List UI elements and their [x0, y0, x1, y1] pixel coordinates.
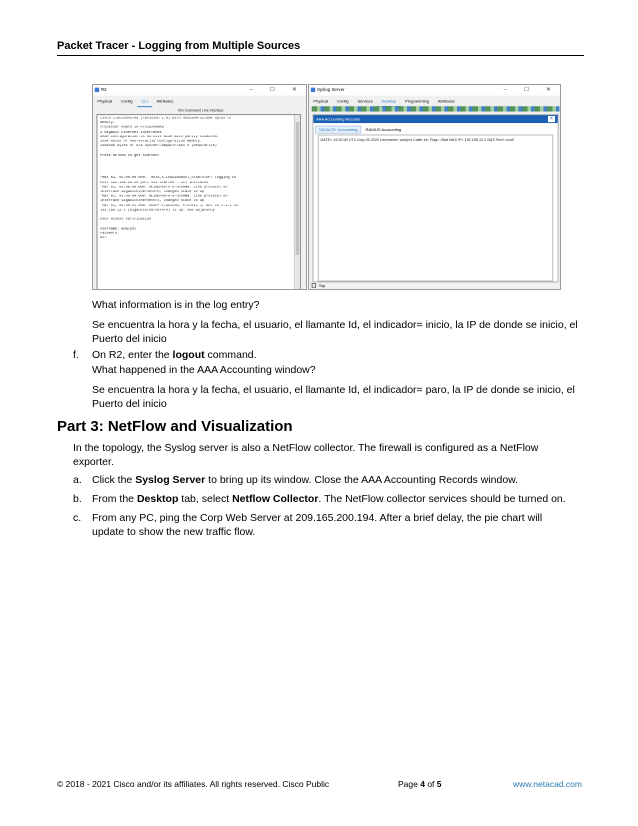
terminal-line: Username: analyst	[100, 227, 137, 231]
terminal-scrollbar[interactable]	[294, 115, 300, 290]
top-label: Top	[318, 283, 326, 288]
tab-config[interactable]: Config	[337, 99, 349, 104]
step-f-text	[92, 348, 592, 362]
terminal-line: *Mar 01, 02:00:00.000: %SYS-5-LOGGINGHOST_STARTSTOP: Logging to	[100, 176, 237, 181]
terminal-line: Password:	[100, 231, 120, 236]
desktop-term: Desktop	[136, 493, 179, 505]
part3-heading: Part 3: NetFlow and Visualization	[57, 418, 293, 435]
tab-config[interactable]: Config	[121, 99, 133, 104]
terminal-line: *Mar 01, 02:00:00.000: %LINEPROTO-5-UPDOWN: Line protocol on	[100, 194, 228, 199]
terminal-line: User Access Verification	[100, 217, 152, 222]
footer-netacad-link[interactable]: www.netacad.com	[513, 779, 582, 789]
footer-page-number	[398, 779, 442, 789]
step-a-post: to bring up its window. Close the AAA Accounting Records window.	[205, 474, 519, 486]
terminal-line: 249856K bytes of ATA System CompactFlash 0 (Read/Write)	[100, 144, 217, 148]
terminal-line: Interface GigabitEthernet0/0, changed state to up	[100, 190, 205, 194]
step-b-pre: From the	[92, 493, 137, 505]
header-divider	[57, 55, 584, 56]
terminal-line: DRAM configuration is 64 bits wide with parity disabled.	[100, 135, 220, 139]
terminal-line: Processor board ID FTX152400KS	[100, 126, 164, 130]
r2-window	[92, 84, 307, 290]
question-log-entry: What information is in the log entry?	[92, 299, 260, 311]
aaa-log-area[interactable]	[318, 135, 553, 282]
step-c-letter: c.	[73, 512, 82, 524]
tab-programming[interactable]: Programming	[405, 99, 429, 104]
tab-services[interactable]: Services	[357, 99, 373, 104]
question-aaa-window: What happened in the AAA Accounting window?	[92, 364, 316, 376]
page-total: 5	[436, 779, 442, 789]
tab-physical[interactable]: Physical	[313, 99, 329, 104]
r2-app-icon	[95, 88, 99, 92]
part3-intro: In the topology, the Syslog server is also a NetFlow collector. The firewall is configured as a NetFlow exporter.	[73, 442, 539, 468]
tab-physical[interactable]: Physical	[97, 99, 113, 104]
step-b-post: . The NetFlow collector services should be turned on.	[318, 493, 566, 505]
tab-tacacs-accounting[interactable]: TACACS+ Accounting	[315, 126, 361, 134]
tab-attributes[interactable]: Attributes	[156, 99, 174, 104]
syslog-app-icon	[311, 88, 315, 92]
logout-command: logout	[172, 349, 205, 361]
tab-radius-accounting[interactable]: RADIUS Accounting	[365, 127, 402, 132]
step-b-mid: tab, select	[178, 493, 233, 505]
r2-window-title: R2	[100, 87, 107, 93]
answer-log-entry: Se encuentra la hora y la fecha, el usuario, el llamante Id, el indicador= inicio, la IP de donde se inicio, el Puerto del inicio	[92, 319, 578, 345]
tab-cli[interactable]: CLI	[137, 97, 152, 107]
netflow-collector-term: Netflow Collector	[232, 493, 319, 505]
cli-terminal[interactable]	[97, 114, 301, 290]
document-header-title: Packet Tracer - Logging from Multiple Sources	[57, 40, 301, 52]
step-a-pre: Click the	[92, 474, 136, 486]
page-of: of	[424, 779, 437, 789]
terminal-line: host 192.168.20.20 port 514 started - CLI initiated	[100, 181, 209, 185]
scrollbar-thumb[interactable]	[296, 122, 300, 255]
step-b-letter: b.	[73, 493, 82, 505]
step-a-letter: a.	[73, 474, 82, 486]
r2-tab-bar	[93, 97, 307, 106]
r2-titlebar[interactable]	[93, 85, 307, 96]
terminal-line: *Mar 01, 02:00:01.000: %OSPF-5-ADJCHG: Process 1, Nbr 10.1.1.1 on	[100, 204, 239, 208]
terminal-line: Cisco CISCO1941/K9 (revision 1.0) with 491520K/32768K bytes of	[100, 116, 232, 121]
terminal-line: Press RETURN to get started!	[100, 153, 160, 158]
window-controls-icon[interactable]: – ☐ ✕	[249, 87, 305, 93]
cli-subtitle: IOS Command Line Interface	[177, 108, 224, 113]
desktop-banner	[312, 106, 560, 111]
aaa-log-entry: DATE= 15:52:40 UTC may 05 2020 Username= analyst Caller Id= Flag= Start NAS IP= 192.168.12.2 NAS Port= con0	[320, 137, 514, 142]
page-prefix: Page	[398, 779, 421, 789]
aaa-accounting-panel	[313, 114, 559, 282]
aaa-panel-titlebar	[313, 115, 557, 123]
footer-copyright: © 2018 - 2021 Cisco and/or its affiliates. All rights reserved. Cisco Public	[57, 779, 330, 789]
top-checkbox[interactable]	[312, 284, 316, 288]
aaa-tab-bar	[315, 126, 405, 134]
syslog-window-title: Syslog Server	[316, 87, 345, 93]
terminal-line: R2>	[100, 236, 107, 240]
page-current: 4	[420, 779, 425, 789]
terminal-line: 192.168.12.1 (GigabitEthernet0/0) is up: new adjacency	[100, 208, 215, 213]
tab-attributes[interactable]: Attributes	[437, 99, 455, 104]
terminal-line: 2 Gigabit Ethernet interfaces	[100, 130, 162, 135]
syslog-titlebar[interactable]	[309, 85, 561, 96]
terminal-line: 255K bytes of non-volatile configuration memory.	[100, 139, 203, 144]
aaa-panel-title: AAA Accounting Records	[316, 116, 361, 122]
top-checkbox-row[interactable]	[312, 283, 326, 288]
window-controls-icon[interactable]: – ☐ ✕	[503, 87, 559, 93]
step-f-post: command.	[204, 349, 257, 361]
syslog-tab-bar	[309, 97, 561, 106]
step-f-pre: On R2, enter the	[92, 349, 173, 361]
terminal-line: *Mar 01, 02:00:00.000: %LINEPROTO-5-UPDOWN: Line protocol on	[100, 185, 228, 190]
syslog-window	[308, 84, 561, 290]
close-icon[interactable]: X	[548, 116, 555, 122]
syslog-server-term: Syslog Server	[135, 474, 206, 486]
answer-aaa-window: Se encuentra la hora y la fecha, el usuario, el llamante Id, el indicador= paro, la IP de donde se inicio, el Puerto del inicio	[92, 384, 575, 410]
terminal-line: memory.	[100, 121, 115, 125]
step-b-text	[92, 492, 597, 506]
tab-desktop[interactable]: Desktop	[377, 97, 400, 107]
terminal-line: Interface GigabitEthernet0/1, changed state to up	[100, 199, 205, 204]
step-a-text	[92, 473, 592, 487]
step-c-text: From any PC, ping the Corp Web Server at 209.165.200.194. After a brief delay, the pie chart will update to show the new traffic flow.	[92, 512, 543, 538]
step-f-letter: f.	[73, 349, 79, 361]
